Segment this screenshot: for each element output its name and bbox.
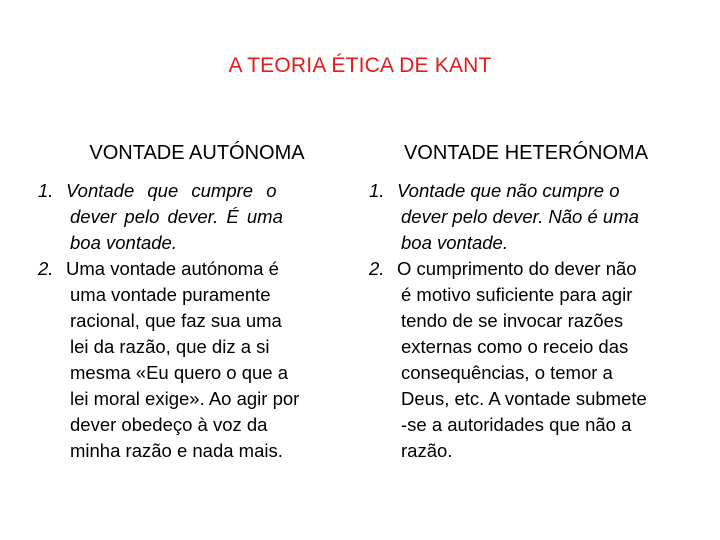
text-line: tendo de se invocar razões [401,310,624,331]
text-line: boa vontade. [70,232,177,253]
text-line: Vontade que cumpre o [66,180,277,201]
column-heading-heteronomous: VONTADE HETERÓNOMA [403,142,649,164]
text-line: dever pelo dever. Não é uma [401,206,639,227]
item-number: 1. [369,180,385,201]
list-item [38,256,350,464]
text-line: razão. [401,440,453,461]
list-item [38,178,350,256]
text-line: é motivo suficiente para agir [401,284,633,305]
text-line: dever obedeço à voz da [70,414,268,435]
text-line: boa vontade. [401,232,508,253]
text-line: -se a autoridades que não a [401,414,632,435]
text-line: externas como o receio das [401,336,629,357]
item-text [66,256,350,464]
text-line: lei moral exige». Ao agir por [70,388,300,409]
text-line: Deus, etc. A vontade submete [401,388,647,409]
text-line: minha razão e nada mais. [70,440,283,461]
item-number: 2. [369,258,385,279]
item-text [397,256,681,464]
text-line: dever pelo dever. É uma [70,206,283,227]
list-item [369,178,681,256]
text-line: racional, que faz sua uma [70,310,282,331]
item-number: 2. [38,258,54,279]
item-text [397,178,681,256]
list-item [369,256,681,464]
text-line: consequências, o temor a [401,362,613,383]
text-line: mesma «Eu quero o que a [70,362,289,383]
autonomous-will-column [38,142,350,464]
text-line: Uma vontade autónoma é [66,258,279,279]
heteronomous-will-column [369,142,681,464]
text-line: O cumprimento do dever não [397,258,637,279]
text-line: Vontade que não cumpre o [397,180,620,201]
text-line: uma vontade puramente [70,284,271,305]
column-heading-autonomous: VONTADE AUTÓNOMA [89,142,305,164]
item-text [66,178,350,256]
item-number: 1. [38,180,54,201]
text-line: lei da razão, que diz a si [70,336,270,357]
page-title: A TEORIA ÉTICA DE KANT [228,54,492,77]
